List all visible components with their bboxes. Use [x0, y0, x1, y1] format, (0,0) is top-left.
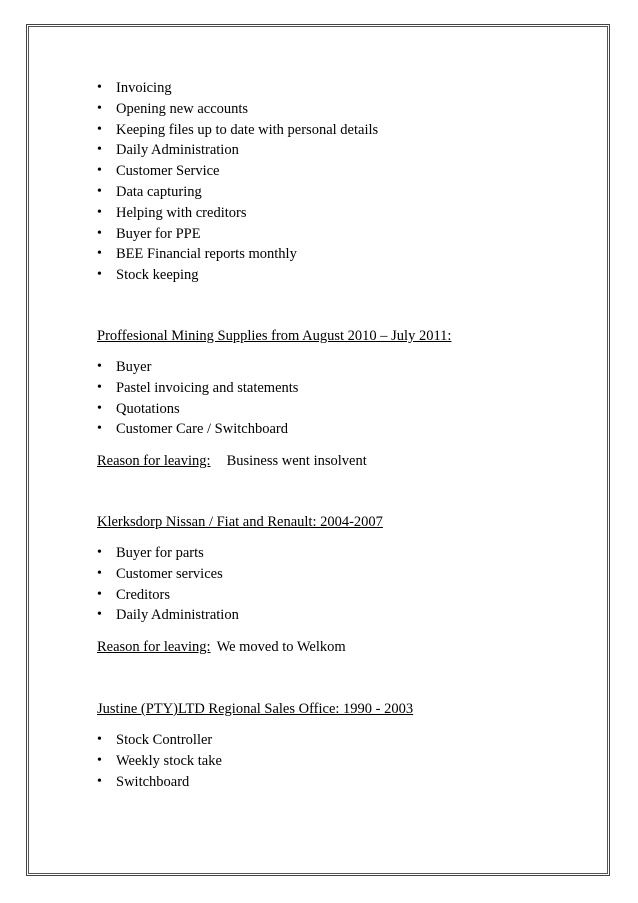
bullet-icon: • [97, 183, 102, 199]
list-item: • Daily Administration [97, 140, 378, 161]
bullet-icon: • [97, 359, 102, 374]
bullet-icon: • [97, 225, 102, 241]
bullet-icon: • [97, 586, 102, 602]
reason-label: Reason for leaving: [97, 453, 211, 469]
list-item: • Helping with creditors [97, 203, 378, 224]
list-item: • Stock keeping [97, 265, 378, 286]
job-heading-justine-pty-ltd: Justine (PTY)LTD Regional Sales Office: 1990 - 2003 [97, 701, 414, 717]
bullet-icon: • [97, 545, 102, 560]
bullet-icon: • [97, 565, 102, 581]
bullet-icon: • [97, 121, 102, 137]
list-item: • Keeping files up to date with personal details [97, 120, 378, 141]
list-item: • Data capturing [97, 182, 378, 203]
bullet-icon: • [97, 773, 102, 789]
bullet-icon: • [97, 752, 102, 768]
list-item: • Buyer for parts [97, 543, 239, 564]
list-item: • Weekly stock take [97, 751, 222, 772]
bullet-icon: • [97, 142, 102, 158]
list-item: • Customer Service [97, 161, 378, 182]
job1-duties-list [97, 357, 298, 440]
list-item: • Customer Care / Switchboard [97, 419, 298, 440]
reason-text: Business went insolvent [226, 453, 367, 469]
duties-list [97, 78, 378, 286]
list-item: • Switchboard [97, 772, 222, 793]
bullet-icon: • [97, 732, 102, 747]
list-item: • Invoicing [97, 78, 378, 99]
duties-list-section [97, 78, 378, 286]
list-item: • Daily Administration [97, 605, 239, 626]
job2-duties-list [97, 543, 239, 626]
bullet-icon: • [97, 379, 102, 395]
bullet-icon: • [97, 100, 102, 116]
bullet-icon: • [97, 204, 102, 220]
list-item: • Customer services [97, 564, 239, 585]
job1-duties-section [97, 357, 298, 440]
list-item: • Buyer for PPE [97, 224, 378, 245]
list-item: • Pastel invoicing and statements [97, 378, 298, 399]
bullet-icon: • [97, 400, 102, 416]
job2-duties-section [97, 543, 239, 626]
list-item: • Opening new accounts [97, 99, 378, 120]
reason-text: We moved to Welkom [216, 639, 346, 655]
list-item: • Creditors [97, 585, 239, 606]
list-item: • Buyer [97, 357, 298, 378]
bullet-icon: • [97, 80, 102, 95]
job3-duties-list [97, 730, 222, 792]
job1-reason-for-leaving [97, 451, 367, 471]
reason-label: Reason for leaving: [97, 639, 211, 655]
job-heading-proffesional-mining: Proffesional Mining Supplies from August 2010 – July 2011: [97, 328, 452, 344]
list-item: • Stock Controller [97, 730, 222, 751]
bullet-icon: • [97, 267, 102, 283]
bullet-icon: • [97, 246, 102, 262]
list-item: • BEE Financial reports monthly [97, 244, 378, 265]
list-item: • Quotations [97, 399, 298, 420]
job3-duties-section [97, 730, 222, 792]
bullet-icon: • [97, 163, 102, 179]
job-heading-klerksdorp-nissan: Klerksdorp Nissan / Fiat and Renault: 2004-2007 [97, 514, 383, 530]
bullet-icon: • [97, 421, 102, 437]
bullet-icon: • [97, 607, 102, 623]
job2-reason-for-leaving [97, 637, 346, 657]
